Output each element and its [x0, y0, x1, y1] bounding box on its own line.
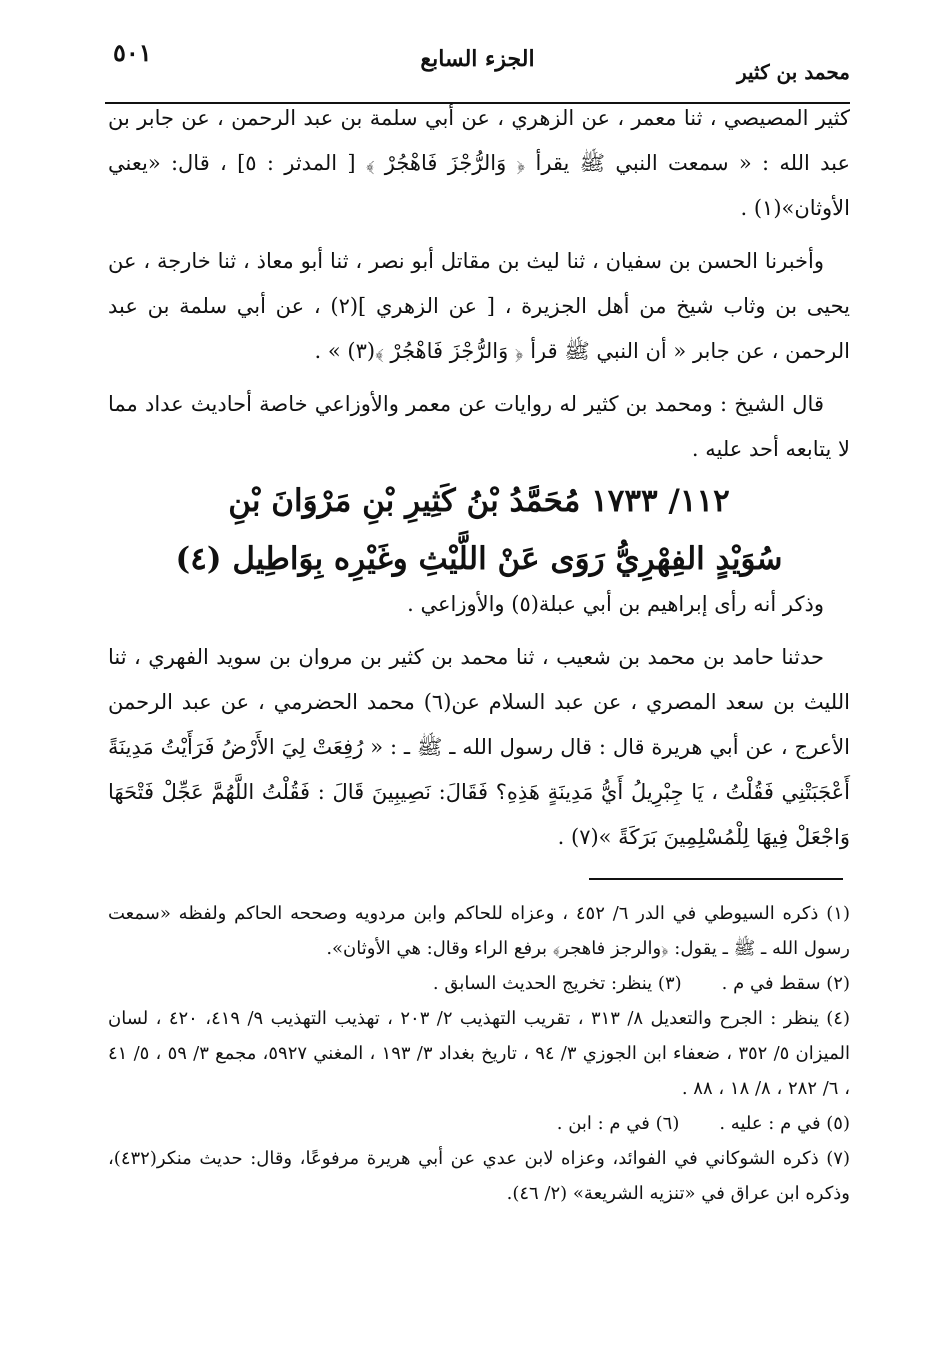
- footnote: (٤) ينظر : الجرح والتعديل ٨/ ٣١٣ ، تقريب التهذيب ٢/ ٢٠٣ ، تهذيب التهذيب ٩/ ٤١٩، ٤٢٠ ، لسان الميزان ٥/ ٣٥٢ ، ضعفاء ابن الجوزي ٣/ ٩٤ ، تاريخ بغداد ٣/ ١٩٣ ، المغني ٥٩٢٧، مجمع ٣/ ٥٩ ، ٥/ ٤١ ، ٦/ ٢٨٢ ، ٨/ ١٨ ، ٨٨ .: [108, 1008, 851, 1099]
- entry-title-line: ١١٢/ ١٧٣٣ مُحَمَّدُ بْنُ كَثِيرِ بْنِ مَرْوَانَ بْنِ: [228, 483, 730, 519]
- footnote: (٣) ينظر: تخريج الحديث السابق .: [432, 973, 682, 994]
- page-number: ٥٠١: [113, 38, 152, 67]
- page-header: [105, 28, 850, 88]
- entry-title-line: سُوَيْدٍ الفِهْرِيُّ رَوَى عَنْ اللَّيْثِ وغَيْرِه بِوَاطِيل (٤): [175, 541, 783, 577]
- footnote: (٢) سقط في م .: [721, 973, 850, 994]
- paragraph: حدثنا حامد بن محمد بن شعيب ، ثنا محمد بن كثير بن مروان بن سويد الفهري ، ثنا الليث بن سعد المصري ، عن عبد السلام عن(٦) محمد الحضرمي ، عن عبد الرحمن الأعرج ، عن أبي هريرة قال : قال رسول الله ـ ﷺ ـ : « رُفِعَتْ لِيَ الأَرْضُ فَرَأَيْتُ مَدِينَةً أَعْجَبَتْنِي فَقُلْتُ ، يَا جِبْرِيلُ أَيُّ مَدِينَةٍ هَذِهِ؟ فَقَالَ: نَصِيبِينَ قَالَ : فَقُلْتُ اللَّهُمَّ عَجِّلْ فَتْحَهَا وَاجْعَلْ فِيهَا لِلْمُسْلِمِينَ بَرَكَةً »(٧) .: [108, 645, 850, 849]
- paragraph: قال الشيخ : ومحمد بن كثير له روايات عن معمر والأوزاعي خاصة أحاديث عداد مما لا يتابعه أحد عليه .: [108, 392, 850, 461]
- footnote: (٥) في م : عليه .: [719, 1113, 850, 1134]
- running-title: محمد بن كثير: [736, 60, 850, 84]
- paragraph: كثير المصيصي ، ثنا معمر ، عن الزهري ، عن أبي سلمة بن عبد الرحمن ، عن جابر بن عبد الله : « سمعت النبي ﷺ يقرأ ﴿ وَالرُّجْزَ فَاهْجُرْ ﴾ [ المدثر : ٥] ، قال: «يعني الأوثان»(١) .: [108, 106, 850, 220]
- main-text-bottom: [108, 582, 850, 860]
- volume-label: الجزء السابع: [420, 46, 535, 72]
- main-text-top: [108, 96, 850, 472]
- footnote: (٦) في م : ابن .: [556, 1113, 680, 1134]
- paragraph: وذكر أنه رأى إبراهيم بن أبي عبلة(٥) والأوزاعي .: [407, 592, 824, 616]
- footnotes: [108, 896, 850, 1211]
- footnote-row: [108, 1106, 850, 1141]
- paragraph: وأخبرنا الحسن بن سفيان ، ثنا ليث بن مقاتل أبو نصر ، ثنا أبو معاذ ، ثنا خارجة ، عن يحيى بن وثاب شيخ من أهل الجزيرة ، [ عن الزهري ](٢) ، عن أبي سلمة بن عبد الرحمن ، عن جابر « أن النبي ﷺ قرأ ﴿ وَالرُّجْزَ فَاهْجُرْ ﴾(٣) » .: [108, 249, 850, 363]
- footnote: (٧) ذكره الشوكاني في الفوائد، وعزاه لابن عدي عن أبي هريرة مرفوعًا، وقال: حديث منكر(٤٣٢)، وذكره ابن عراق في «تنزيه الشريعة» (٢/ ٤٦).: [108, 1148, 850, 1204]
- footnote-row: [108, 966, 850, 1001]
- footnote: (١) ذكره السيوطي في الدر ٦/ ٤٥٢ ، وعزاه للحاكم وابن مردويه وصححه الحاكم ولفظه «سمعت رسول الله ـ ﷺ ـ يقول: ﴿والرجز فاهجر﴾ برفع الراء وقال: هي الأوثان».: [108, 903, 850, 959]
- footnote-separator: [589, 878, 843, 880]
- entry-title: [108, 472, 850, 588]
